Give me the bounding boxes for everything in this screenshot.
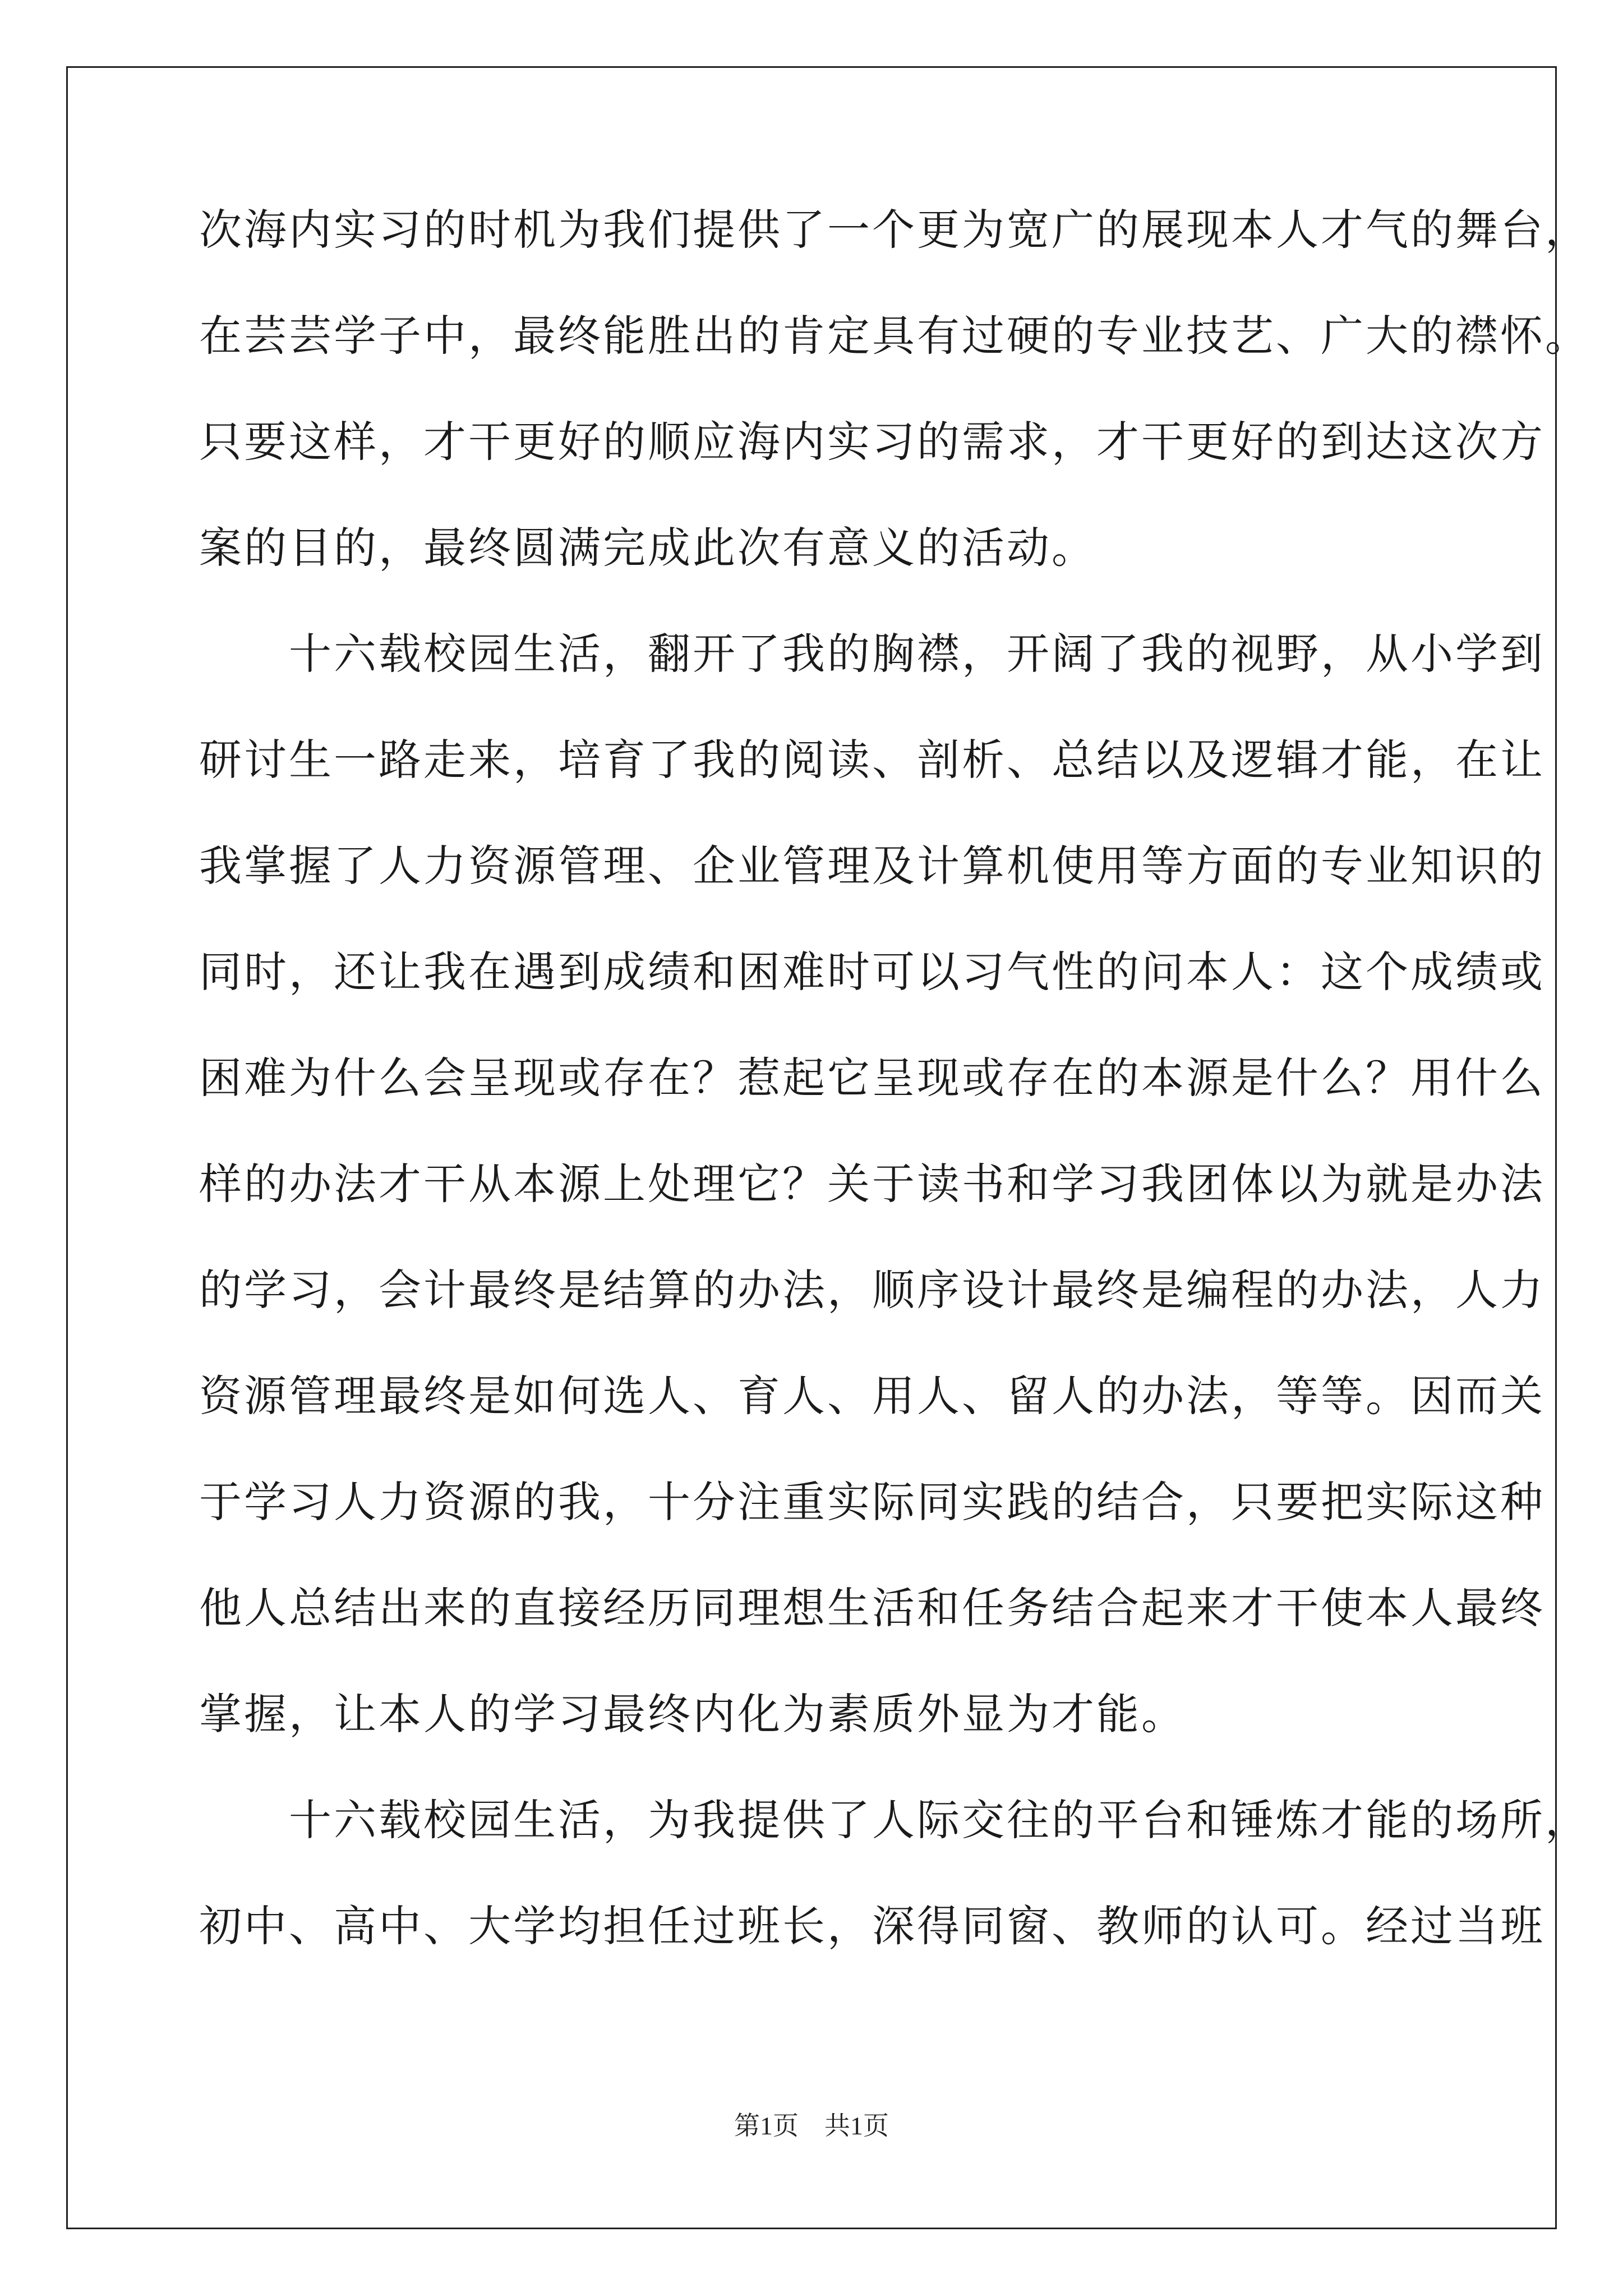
text-line: 困难为什么会呈现或存在？惹起它呈现或存在的本源是什么？用什么 [199,1053,1545,1103]
text-line: 案的目的，最终圆满完成此次有意义的活动。 [199,523,1096,573]
page-number: 第1页 共1页 [734,2111,889,2140]
text-line: 我掌握了人力资源管理、企业管理及计算机使用等方面的专业知识的 [199,841,1545,891]
text-line: 十六载校园生活，为我提供了人际交往的平台和锤炼才能的场所， [199,1795,1590,1845]
text-line: 他人总结出来的直接经历同理想生活和任务结合起来才干使本人最终 [199,1583,1545,1633]
text-line: 于学习人力资源的我，十分注重实际同实践的结合，只要把实际这种 [199,1477,1545,1527]
text-line: 掌握，让本人的学习最终内化为素质外显为才能。 [199,1689,1186,1739]
text-line: 样的办法才干从本源上处理它？关于读书和学习我团体以为就是办法 [199,1159,1545,1209]
text-line: 在芸芸学子中，最终能胜出的肯定具有过硬的专业技艺、广大的襟怀。 [199,311,1590,361]
text-line: 研讨生一路走来，培育了我的阅读、剖析、总结以及逻辑才能，在让 [199,735,1545,785]
text-line: 同时，还让我在遇到成绩和困难时可以习气性的问本人：这个成绩或 [199,947,1545,997]
text-line: 的学习，会计最终是结算的办法，顺序设计最终是编程的办法，人力 [199,1265,1545,1315]
text-line: 资源管理最终是如何选人、育人、用人、留人的办法，等等。因而关 [199,1371,1545,1421]
text-line: 初中、高中、大学均担任过班长，深得同窗、教师的认可。经过当班 [199,1901,1545,1951]
text-line: 次海内实习的时机为我们提供了一个更为宽广的展现本人才气的舞台， [199,205,1590,255]
text-line: 十六载校园生活，翻开了我的胸襟，开阔了我的视野，从小学到 [199,629,1545,679]
text-line: 只要这样，才干更好的顺应海内实习的需求，才干更好的到达这次方 [199,417,1545,467]
